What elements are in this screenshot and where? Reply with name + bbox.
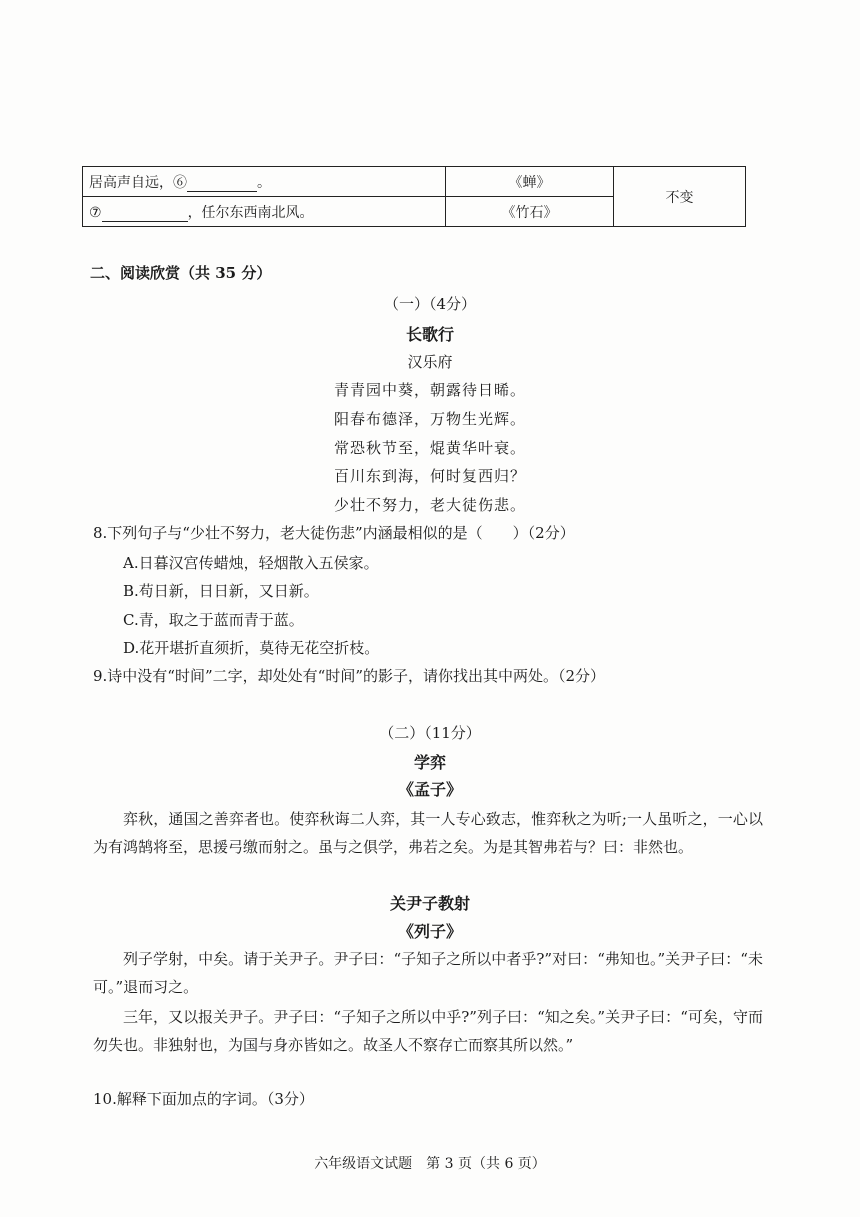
passage-source-1: 《孟子》	[397, 780, 462, 799]
option-b: B.苟日新，日日新，又日新。	[123, 582, 319, 600]
question-9: 9.诗中没有“时间”二字，却处处有“时间”的影子，请你找出其中两处。（2分）	[93, 667, 606, 685]
line-7-suffix: ，任尔东西南北风。	[187, 204, 314, 221]
blank-7[interactable]	[102, 205, 188, 222]
poem-title: 长歌行	[405, 325, 454, 344]
line-7-prefix: ⑦	[89, 204, 102, 221]
option-d: D.花开堪折直须折，莫待无花空折枝。	[123, 639, 380, 657]
line-6-prefix: 居高声自远，⑥	[89, 174, 187, 191]
table-cell-source-zhushi: 《竹石》	[446, 197, 614, 227]
table-cell-source-chan: 《蝉》	[446, 167, 614, 197]
table-cell-line-6	[83, 167, 446, 197]
fill-in-table	[82, 166, 746, 227]
poem-line: 青青园中葵，朝露待日晞。	[333, 381, 526, 399]
passage-3-text: 三年，又以报关尹子。尹子曰：“子知子之所以中乎?”列子曰：“知之矣。”关尹子曰：“可矣，守而勿失也。非独射也，为国与身亦皆如之。故圣人不察存亡而察其所以然。”	[93, 1008, 763, 1054]
passage-2-text: 列子学射，中矣。请于关尹子。尹子曰：“子知子之所以中者乎?”对曰：“弗知也。”关尹子曰：“未可。”退而习之。	[93, 950, 763, 996]
poem-line: 常恐秋节至，焜黄华叶衰。	[333, 439, 526, 457]
table-cell-line-7	[83, 197, 446, 227]
page-footer: 六年级语文试题 第 3 页（共 6 页）	[314, 1156, 546, 1172]
passage-1-text: 弈秋，通国之善弈者也。使弈秋诲二人弈，其一人专心致志，惟弈秋之为听;一人虽听之，一心以为有鸿鹄将至，思援弓缴而射之。虽与之俱学，弗若之矣。为是其智弗若与？曰：非然也。	[93, 810, 763, 856]
option-c: C.青，取之于蓝而青于蓝。	[123, 611, 304, 629]
passage-title-1: 学弈	[413, 753, 446, 772]
question-8: 8.下列句子与“少壮不努力，老大徒伤悲”内涵最相似的是（ ）（2分）	[93, 524, 575, 542]
line-6-suffix: 。	[257, 174, 271, 191]
question-10: 10.解释下面加点的字词。（3分）	[93, 1090, 314, 1108]
table-cell-unchanged: 不变	[614, 167, 746, 227]
section-heading: 二、阅读欣赏（共 35 分）	[90, 264, 272, 282]
poem-line: 少壮不努力，老大徒伤悲。	[333, 496, 526, 514]
part1-label: （一）（4分）	[383, 295, 477, 313]
poem-line: 阳春布德泽，万物生光辉。	[333, 410, 526, 428]
part2-label: （二）（11分）	[379, 724, 481, 742]
poem-author: 汉乐府	[407, 353, 453, 371]
poem-line: 百川东到海，何时复西归？	[333, 467, 526, 485]
option-a: A.日暮汉宫传蜡烛，轻烟散入五侯家。	[123, 554, 379, 572]
passage-title-2: 关尹子教射	[389, 894, 470, 913]
passage-source-2: 《列子》	[397, 922, 462, 941]
blank-6[interactable]	[187, 175, 257, 192]
